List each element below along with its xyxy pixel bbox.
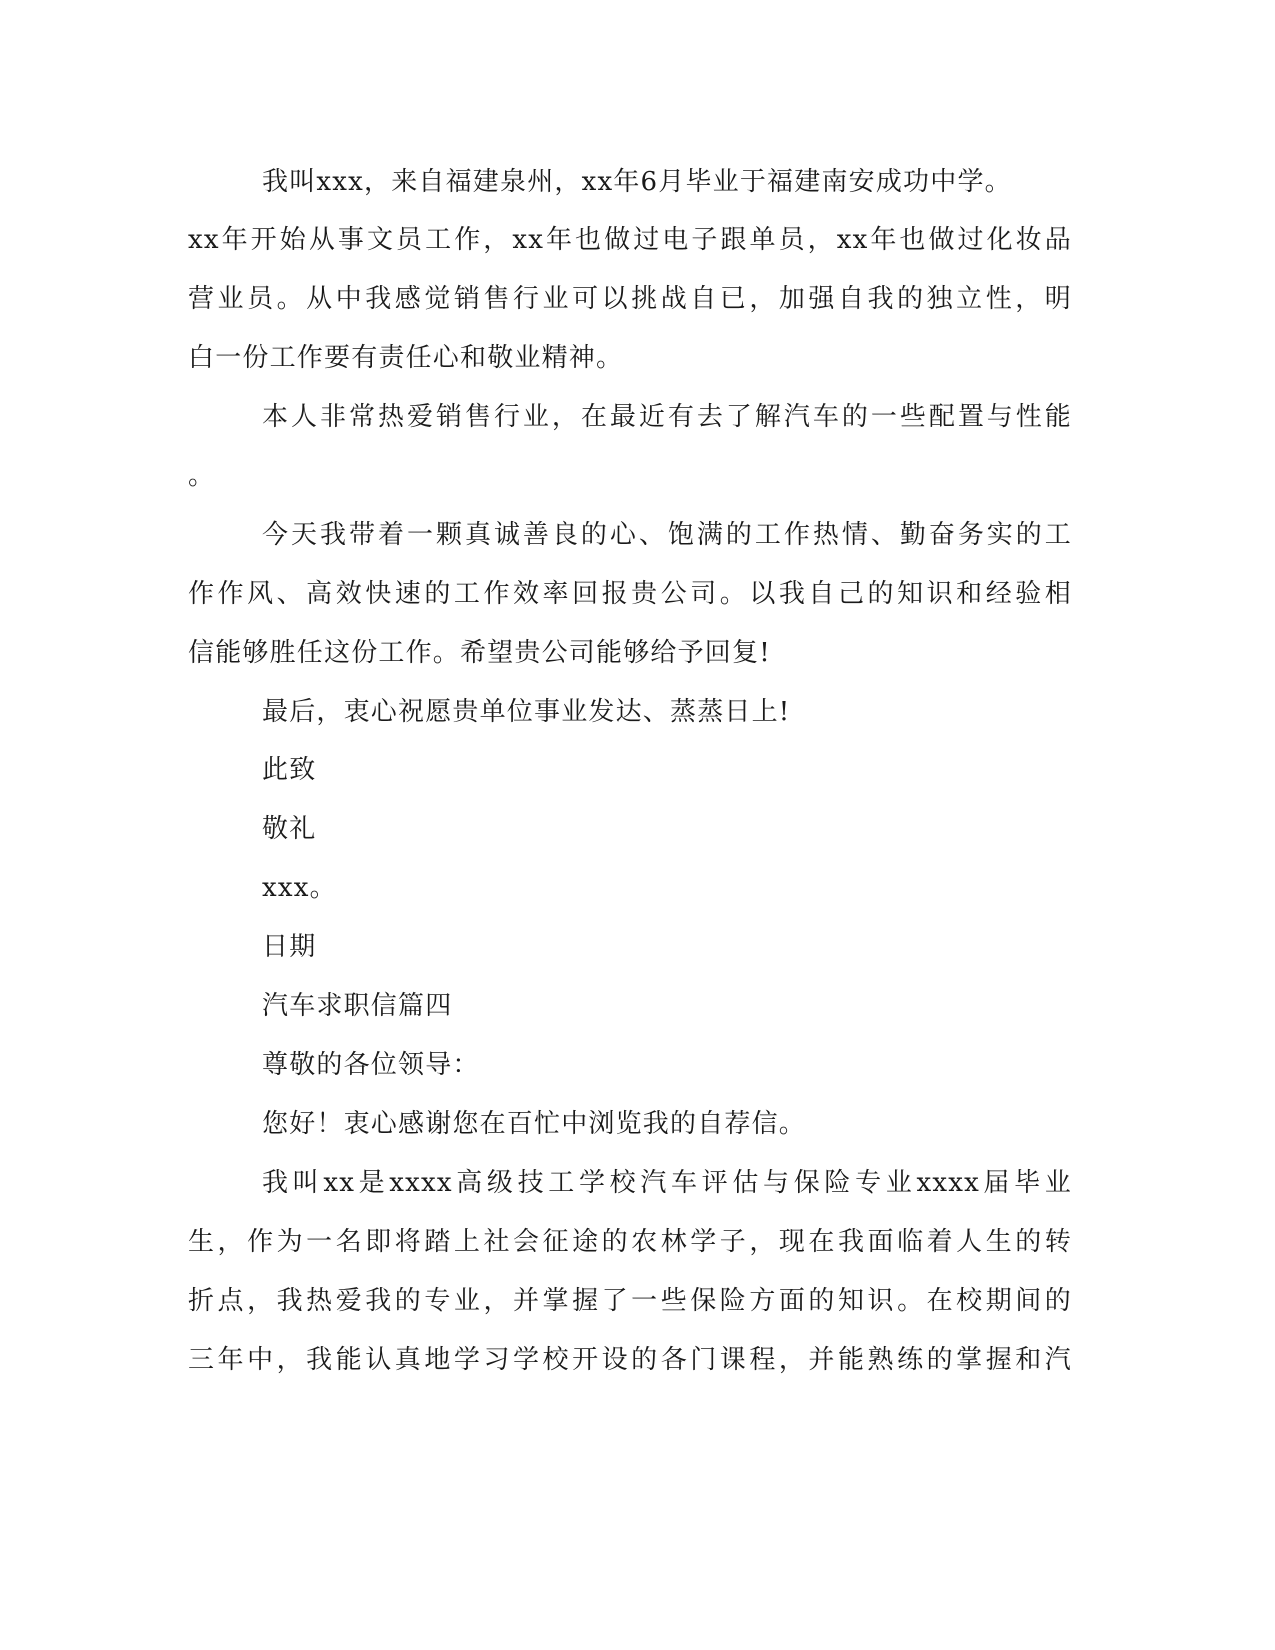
paragraph-line: 生，作为一名即将踏上社会征途的农林学子，现在我面临着人生的转: [188, 1227, 1072, 1257]
date-line: 日期: [262, 932, 317, 962]
paragraph-line: 最后，衷心祝愿贵单位事业发达、蒸蒸日上!: [262, 697, 791, 727]
paragraph-line: 白一份工作要有责任心和敬业精神。: [188, 343, 624, 373]
closing-line: 此致: [262, 755, 317, 785]
signature-line: xxx。: [262, 873, 337, 903]
salutation-line: 尊敬的各位领导：: [262, 1050, 480, 1080]
paragraph-line: 我叫xxx，来自福建泉州，xx年6月毕业于福建南安成功中学。: [262, 167, 1012, 197]
paragraph-line: 本人非常热爱销售行业，在最近有去了解汽车的一些配置与性能: [262, 402, 1072, 432]
paragraph-line: 折点，我热爱我的专业，并掌握了一些保险方面的知识。在校期间的: [188, 1286, 1072, 1316]
paragraph-line: 您好！衷心感谢您在百忙中浏览我的自荐信。: [262, 1109, 807, 1139]
section-heading: 汽车求职信篇四: [262, 991, 453, 1021]
paragraph-line: 信能够胜任这份工作。希望贵公司能够给予回复!: [188, 638, 771, 668]
paragraph-line: 。: [188, 461, 216, 491]
paragraph-line: 我叫xx是xxxx高级技工学校汽车评估与保险专业xxxx届毕业: [262, 1168, 1072, 1198]
paragraph-line: 营业员。从中我感觉销售行业可以挑战自已，加强自我的独立性，明: [188, 284, 1072, 314]
closing-line: 敬礼: [262, 814, 317, 844]
paragraph-line: 作作风、高效快速的工作效率回报贵公司。以我自己的知识和经验相: [188, 579, 1072, 609]
paragraph-line: xx年开始从事文员工作，xx年也做过电子跟单员，xx年也做过化妆品: [188, 225, 1072, 255]
paragraph-line: 三年中，我能认真地学习学校开设的各门课程，并能熟练的掌握和汽: [188, 1345, 1072, 1375]
paragraph-line: 今天我带着一颗真诚善良的心、饱满的工作热情、勤奋务实的工: [262, 520, 1072, 550]
